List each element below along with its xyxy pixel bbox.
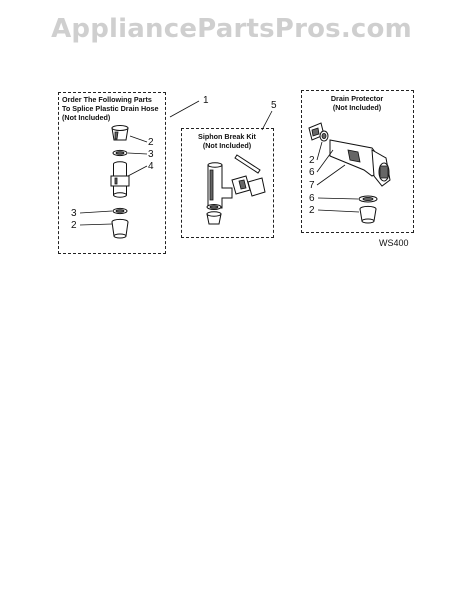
callout-drain-3: 7 — [309, 180, 315, 191]
siphon-box-title — [183, 132, 271, 150]
callout-drain-2: 6 — [309, 167, 315, 178]
callout-drain-5: 2 — [309, 205, 315, 216]
callout-splice-2: 2 — [148, 137, 154, 148]
siphon-title-line-2: (Not Included) — [202, 141, 252, 150]
splice-title-line-1: Order The Following Parts — [62, 95, 152, 104]
callout-splice-5: 3 — [71, 208, 77, 219]
splice-title-line-2: To Splice Plastic Drain Hose — [62, 104, 159, 113]
splice-box-title — [62, 95, 159, 122]
callout-drain-1: 2 — [309, 155, 315, 166]
callout-drain-4: 6 — [309, 193, 315, 204]
drain-box-title — [303, 94, 411, 112]
callout-splice-1: 1 — [203, 95, 209, 106]
drain-title-line-2: (Not Included) — [332, 103, 382, 112]
drain-title-line-1: Drain Protector — [330, 94, 384, 103]
callout-splice-6: 2 — [71, 220, 77, 231]
callout-splice-3: 3 — [148, 149, 154, 160]
siphon-title-line-1: Siphon Break Kit — [198, 132, 256, 141]
callout-siphon-5: 5 — [271, 100, 277, 111]
callout-splice-4: 4 — [148, 161, 154, 172]
diagram-code: WS400 — [379, 238, 409, 248]
watermark: AppliancePartsPros.com — [51, 14, 412, 44]
splice-title-line-3: (Not Included) — [62, 113, 111, 122]
